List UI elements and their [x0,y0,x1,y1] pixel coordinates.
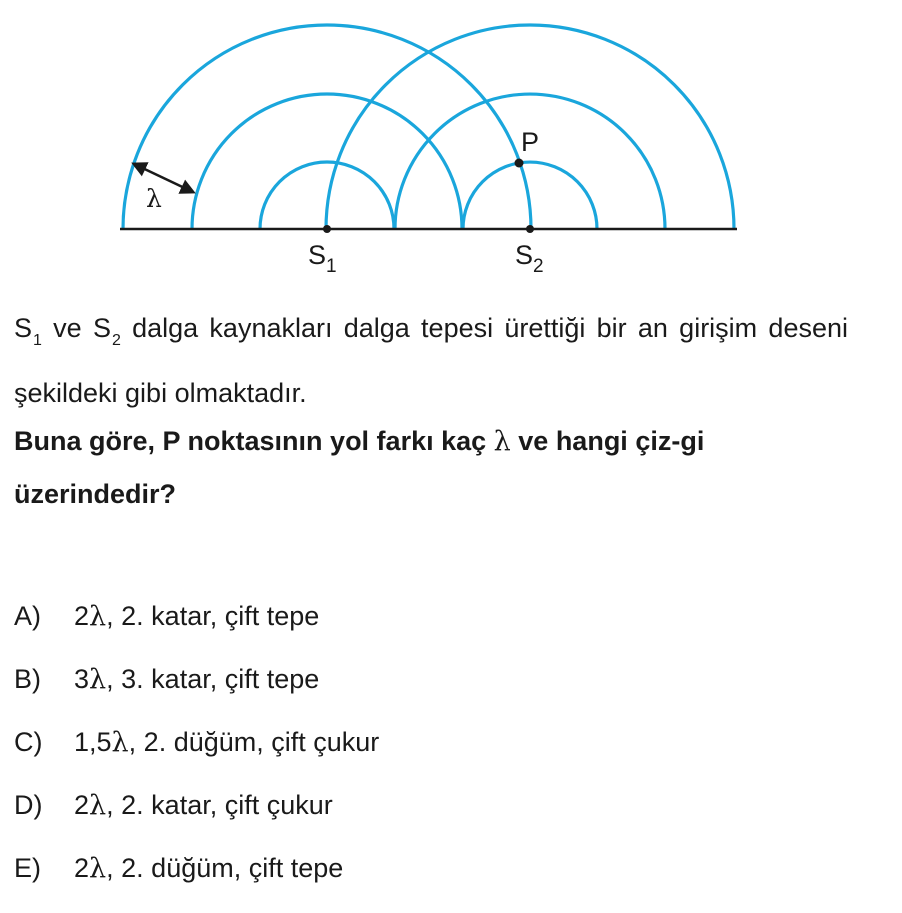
wavelength-arrow [134,164,193,192]
wavelength-label: λ [146,184,162,213]
point-p-label: P [521,127,540,157]
option-a[interactable]: A) 2λ, 2. katar, çift tepe [14,601,320,632]
source-2-label: $S_2$ [515,240,544,277]
option-b[interactable]: B) 3λ, 3. katar, çift tepe [14,664,320,695]
wave-interference-figure [0,0,902,300]
option-e[interactable]: E) 2λ, 2. düğüm, çift tepe [14,853,344,884]
source-1-dot [323,225,331,233]
source-2-dot [526,225,534,233]
option-d[interactable]: D) 2λ, 2. katar, çift çukur [14,790,333,821]
question-intro: $S_1$ ve $S_2$ dalga kaynakları dalga tepesi ürettiği bir an girişim deseni şekildeki gibi olmaktadır. [14,313,848,408]
question-prompt: Buna göre, P noktasının yol farkı kaç λ ve hangi çiz-gi üzerindedir? [14,426,705,509]
option-c[interactable]: C) 1,5λ, 2. düğüm, çift çukur [14,727,380,758]
source-1-label: $S_1$ [308,240,337,277]
point-p-dot [515,159,524,168]
